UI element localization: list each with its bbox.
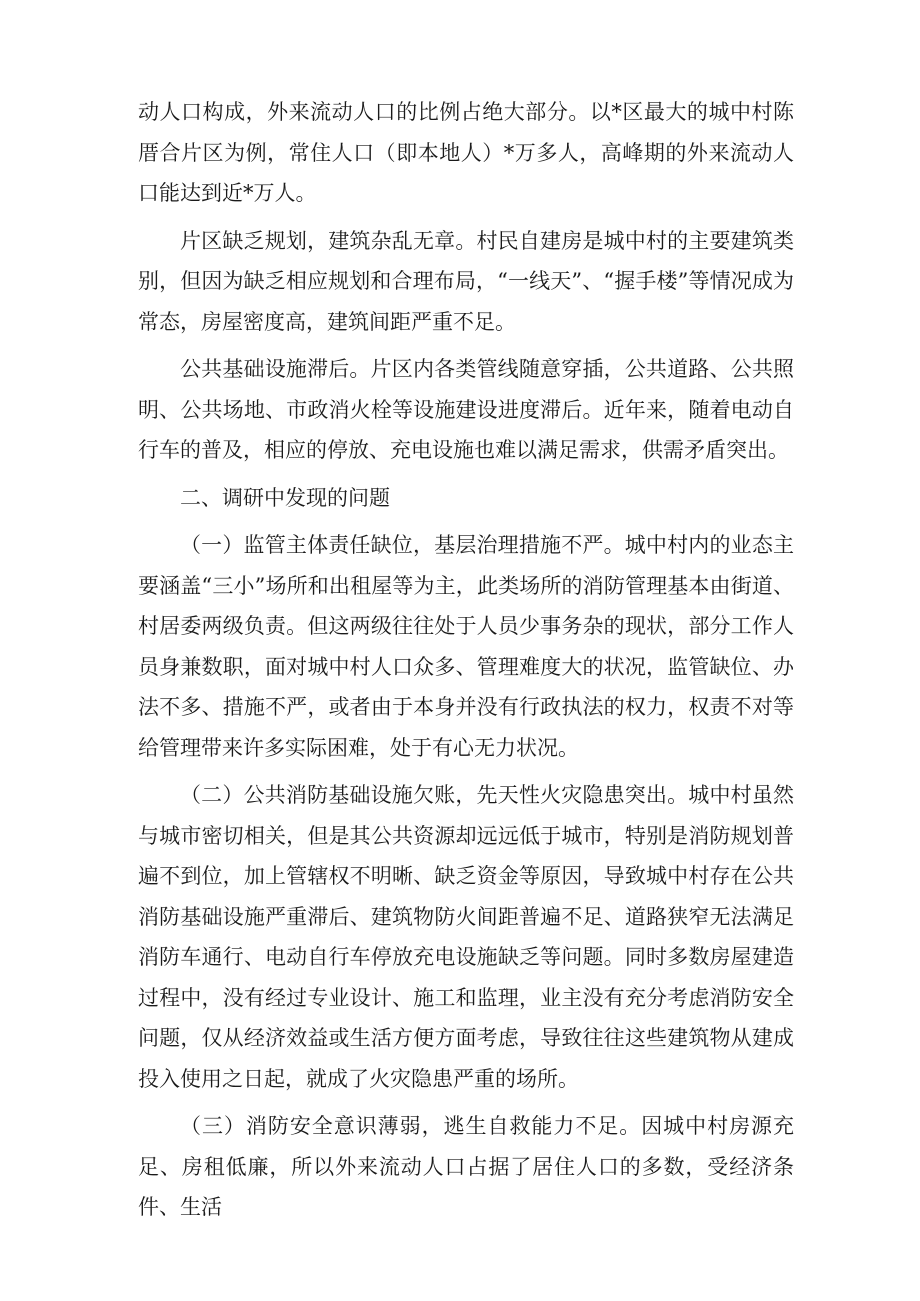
issue-paragraph-1: （一）监管主体责任缺位，基层治理措施不严。城中村内的业态主要涵盖“三小”场所和出租屋等为主，此类场所的消防管理基本由街道、村居委两级负责。但这两级往往处于人员少事务杂的现状，部分工作人员身兼数职，面对城中村人口众多、管理难度大的状况，监管缺位、办法不多、措施不严，或者由于本身并没有行政执法的权力，权责不对等给管理带来许多实际困难，处于有心无力状况。 [138,533,794,760]
paragraph-infrastructure: 公共基础设施滞后。片区内各类管线随意穿插，公共道路、公共照明、公共场地、市政消火栓等设施建设进度滞后。近年来，随着电动自行车的普及，相应的停放、充电设施也难以满足需求，供需矛盾突出。 [138,357,794,462]
issue-paragraph-2: （二）公共消防基础设施欠账，先天性火灾隐患突出。城中村虽然与城市密切相关，但是其公共资源却远远低于城市，特别是消防规划普遍不到位，加上管辖权不明晰、缺乏资金等原因，导致城中村存在公共消防基础设施严重滞后、建筑物防火间距普遍不足、道路狭窄无法满足消防车通行、电动自行车停放充电设施缺乏等问题。同时多数房屋建造过程中，没有经过专业设计、施工和监理，业主没有充分考虑消防安全问题，仅从经济效益或生活方便方面考虑，导致往往这些建筑物从建成投入使用之日起，就成了火灾隐患严重的场所。 [138,783,794,1091]
section-heading: 二、调研中发现的问题 [180,485,390,510]
issue-paragraph-3: （三）消防安全意识薄弱，逃生自救能力不足。因城中村房源充足、房租低廉，所以外来流动人口占据了居住人口的多数，受经济条件、生活 [138,1114,794,1219]
paragraph-population-composition: 动人口构成，外来流动人口的比例占绝大部分。以*区最大的城中村陈厝合片区为例，常住人口（即本地人）*万多人，高峰期的外来流动人口能达到近*万人。 [138,100,794,205]
paragraph-planning: 片区缺乏规划，建筑杂乱无章。村民自建房是城中村的主要建筑类别，但因为缺乏相应规划和合理布局，“一线天”、“握手楼”等情况成为常态，房屋密度高，建筑间距严重不足。 [138,228,794,334]
document-body [138,92,794,1235]
